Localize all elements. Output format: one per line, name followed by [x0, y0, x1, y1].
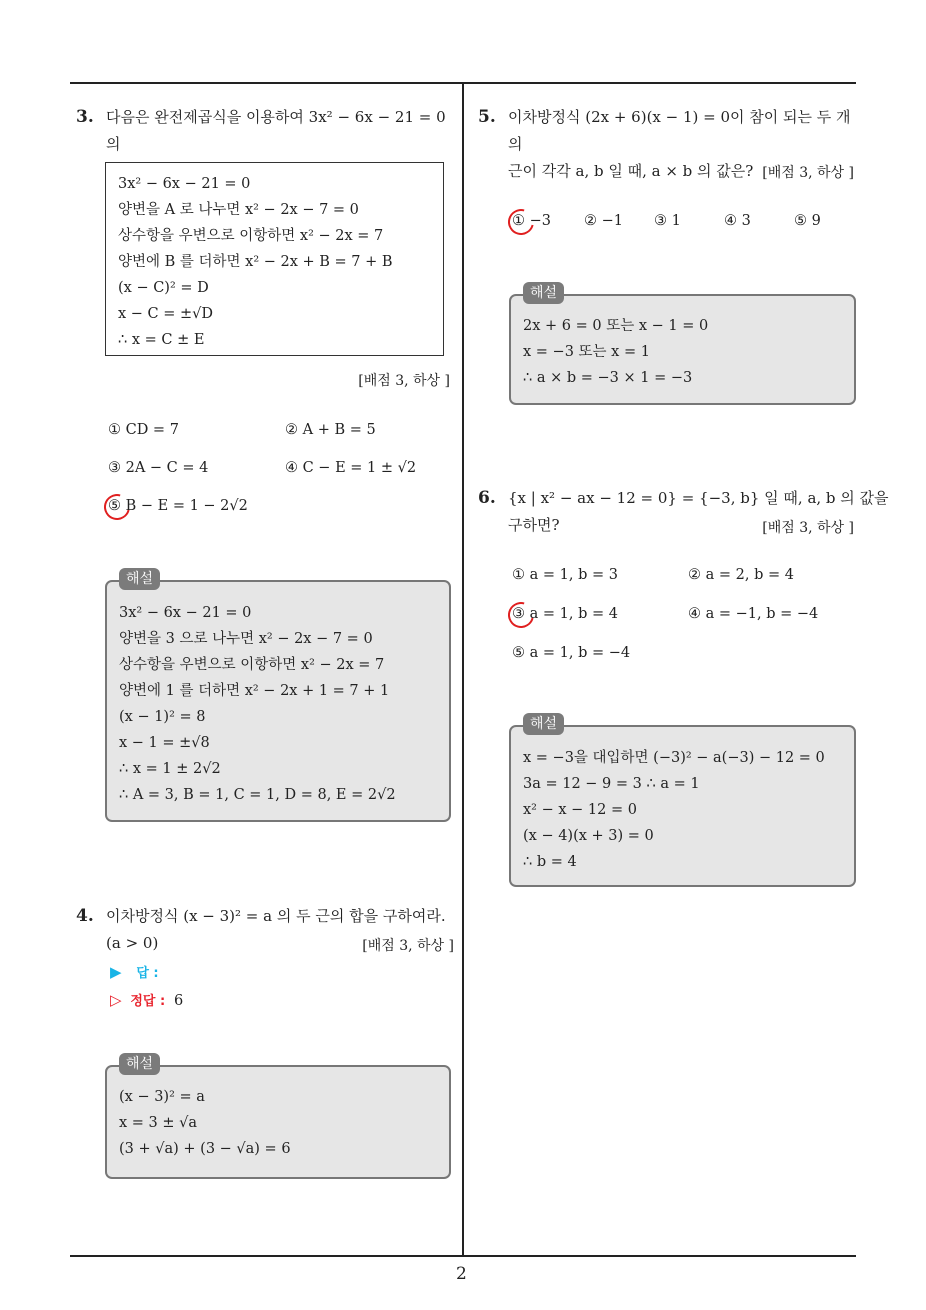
q3-choice-1[interactable]: ① CD = 7: [108, 422, 179, 438]
q5-choice-2[interactable]: ② −1: [584, 213, 623, 229]
q6-text-line1: {x | x² − ax − 12 = 0} = {−3, b} 일 때, a, b 의 값을: [508, 489, 889, 507]
q5-solution-tag: 해설: [523, 282, 564, 304]
q4-text-line2: (a > 0): [106, 934, 159, 952]
q6-solution-line: ∴ b = 4: [523, 854, 577, 870]
q6-choice-5[interactable]: ⑤ a = 1, b = −4: [512, 645, 631, 661]
q6-choice-1[interactable]: ① a = 1, b = 3: [512, 567, 618, 583]
q3-box-line: x − C = ±√D: [118, 306, 214, 322]
q6-solution-line: x² − x − 12 = 0: [523, 802, 637, 818]
q3-box-line: 3x² − 6x − 21 = 0: [118, 176, 251, 192]
q4-correct-value: 6: [173, 993, 184, 1009]
q6-text-line2: 구하면?: [508, 516, 560, 534]
q4-text-line1: 이차방정식 (x − 3)² = a 의 두 근의 합을 구하여라.: [106, 907, 446, 925]
q3-solution-line: ∴ A = 3, B = 1, C = 1, D = 8, E = 2√2: [119, 787, 396, 803]
q5-solution-line: 2x + 6 = 0 또는 x − 1 = 0: [523, 318, 709, 334]
q6-choice-3[interactable]: ③ a = 1, b = 4: [512, 606, 618, 622]
q6-answer-mark-icon: [503, 597, 539, 633]
q3-box-line: ∴ x = C ± E: [118, 332, 205, 348]
q3-solution-line: (x − 1)² = 8: [119, 709, 206, 725]
q3-choice-3[interactable]: ③ 2A − C = 4: [108, 460, 209, 476]
q5-text-line2: 근이 각각 a, b 일 때, a × b 의 값은?: [508, 162, 754, 180]
q6-solution-line: (x − 4)(x + 3) = 0: [523, 828, 654, 844]
q5-score-meta: [배점 3, 하상 ]: [762, 165, 854, 181]
q3-choice-2[interactable]: ② A + B = 5: [285, 422, 376, 438]
q5-text-line1: 이차방정식 (2x + 6)(x − 1) = 0이 참이 되는 두 개의: [508, 108, 851, 153]
column-divider: [462, 82, 464, 1256]
q4-solution-box: [105, 1065, 451, 1179]
page-number: 2: [456, 1264, 467, 1284]
q3-solution-line: 상수항을 우변으로 이항하면 x² − 2x = 7: [119, 657, 385, 673]
q5-solution-line: ∴ a × b = −3 × 1 = −3: [523, 370, 693, 386]
q6-number: 6.: [478, 488, 496, 508]
q6-choice-4[interactable]: ④ a = −1, b = −4: [688, 606, 819, 622]
q5-solution-line: x = −3 또는 x = 1: [523, 344, 650, 360]
q4-answer-row[interactable]: [110, 962, 159, 981]
q3-box-line: 양변을 A 로 나누면 x² − 2x − 7 = 0: [118, 202, 359, 218]
q5-choice-1[interactable]: ① −3: [512, 213, 551, 229]
q4-correct-row: [110, 990, 183, 1009]
q5-choice-5[interactable]: ⑤ 9: [794, 213, 821, 229]
q5-answer-mark-icon: [503, 204, 539, 240]
q3-solution-line: 3x² − 6x − 21 = 0: [119, 605, 252, 621]
q3-score-meta: [배점 3, 하상 ]: [358, 373, 450, 389]
q6-solution-line: 3a = 12 − 9 = 3 ∴ a = 1: [523, 776, 700, 792]
q3-solution-line: 양변에 1 를 더하면 x² − 2x + 1 = 7 + 1: [119, 683, 390, 699]
q4-solution-line: x = 3 ± √a: [119, 1115, 198, 1131]
q3-choice-5[interactable]: ⑤ B − E = 1 − 2√2: [108, 498, 248, 514]
q3-solution-line: x − 1 = ±√8: [119, 735, 210, 751]
q3-answer-mark-icon: [99, 489, 135, 525]
q5-number: 5.: [478, 107, 496, 127]
q3-solution-box: [105, 580, 451, 822]
q3-solution-tag: 해설: [119, 568, 160, 590]
q3-process-box: [105, 162, 444, 356]
q3-box-line: (x − C)² = D: [118, 280, 209, 296]
q3-box-line: 양변에 B 를 더하면 x² − 2x + B = 7 + B: [118, 254, 393, 270]
q3-solution-line: 양변을 3 으로 나누면 x² − 2x − 7 = 0: [119, 631, 373, 647]
q4-score-meta: [배점 3, 하상 ]: [362, 938, 454, 954]
correct-arrow-icon: ▷: [110, 991, 122, 1009]
q5-choice-4[interactable]: ④ 3: [724, 213, 751, 229]
q3-box-line: 상수항을 우변으로 이항하면 x² − 2x = 7: [118, 228, 384, 244]
q6-solution-tag: 해설: [523, 713, 564, 735]
q4-answer-label: 답 :: [136, 966, 159, 981]
answer-arrow-icon: ▶: [110, 963, 122, 981]
q4-solution-line: (x − 3)² = a: [119, 1089, 205, 1105]
q4-solution-tag: 해설: [119, 1053, 160, 1075]
q4-number: 4.: [76, 906, 94, 926]
q4-correct-label: 정답 :: [130, 994, 166, 1009]
q6-solution-box: [509, 725, 856, 887]
q3-solution-line: ∴ x = 1 ± 2√2: [119, 761, 221, 777]
q5-choice-3[interactable]: ③ 1: [654, 213, 681, 229]
q5-solution-box: [509, 294, 856, 405]
q6-choice-2[interactable]: ② a = 2, b = 4: [688, 567, 794, 583]
q6-solution-line: x = −3을 대입하면 (−3)² − a(−3) − 12 = 0: [523, 750, 825, 766]
q4-solution-line: (3 + √a) + (3 − √a) = 6: [119, 1141, 291, 1157]
q3-choice-4[interactable]: ④ C − E = 1 ± √2: [285, 460, 417, 476]
q3-number: 3.: [76, 107, 94, 127]
q3-text-line1: 다음은 완전제곱식을 이용하여 3x² − 6x − 21 = 0 의: [106, 108, 446, 153]
q6-score-meta: [배점 3, 하상 ]: [762, 520, 854, 536]
